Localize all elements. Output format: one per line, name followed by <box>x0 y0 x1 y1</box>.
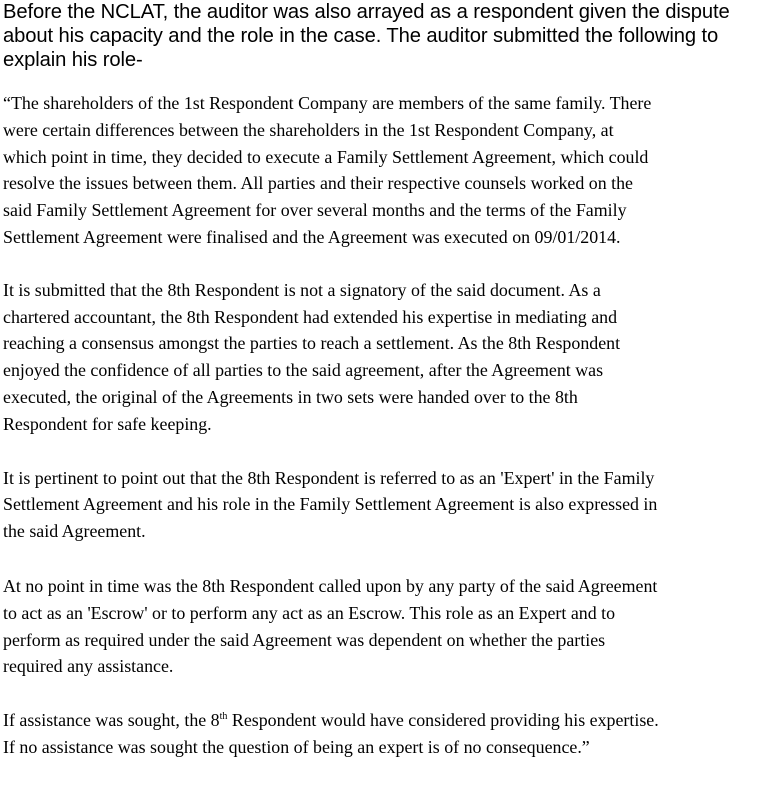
paragraph-line: “The shareholders of the 1st Respondent Company are members of the same family. There <box>3 93 652 113</box>
paragraph-line: It is submitted that the 8th Respondent is not a signatory of the said document. As a <box>3 279 601 300</box>
paragraph-line: perform as required under the said Agreement was dependent on whether the parties <box>3 629 606 650</box>
line-text: If assistance was sought, the 8 <box>3 710 220 731</box>
quote-paragraph-1 <box>3 90 777 251</box>
paragraph-line: enjoyed the confidence of all parties to the said agreement, after the Agreement was <box>3 360 604 381</box>
intro-line: Before the NCLAT, the auditor was also arrayed as a respondent given the dispute <box>3 1 730 23</box>
paragraph-line: which point in time, they decided to execute a Family Settlement Agreement, which could <box>3 146 649 167</box>
paragraph-line: It is pertinent to point out that the 8th Respondent is referred to as an 'Expert' in the Family <box>3 467 655 488</box>
paragraph-line: At no point in time was the 8th Respondent called upon by any party of the said Agreement <box>3 575 658 596</box>
paragraph-line: Settlement Agreement and his role in the Family Settlement Agreement is also expressed in <box>3 494 658 515</box>
ordinal-superscript: th <box>219 711 228 723</box>
paragraph-line: to act as an 'Escrow' or to perform any act as an Escrow. This role as an Expert and to <box>3 602 616 623</box>
paragraph-line: said Family Settlement Agreement for over several months and the terms of the Family <box>3 200 627 221</box>
paragraph-line: executed, the original of the Agreements in two sets were handed over to the 8th <box>3 386 578 407</box>
intro-paragraph <box>3 0 777 72</box>
paragraph-line: required any assistance. <box>3 656 174 677</box>
quote-paragraph-5 <box>3 707 777 761</box>
paragraph-line: If no assistance was sought the question of being an expert is of no consequence.” <box>3 736 590 757</box>
document-page <box>3 0 777 787</box>
paragraph-line: resolve the issues between them. All parties and their respective counsels worked on the <box>3 173 633 194</box>
intro-line: explain his role- <box>3 49 143 71</box>
paragraph-line: reaching a consensus amongst the parties to reach a settlement. As the 8th Respondent <box>3 333 621 354</box>
quote-paragraph-2 <box>3 277 777 438</box>
line-text: Respondent would have considered providing his expertise. <box>227 710 659 731</box>
paragraph-line: were certain differences between the shareholders in the 1st Respondent Company, at <box>3 119 614 140</box>
paragraph-line: chartered accountant, the 8th Respondent had extended his expertise in mediating and <box>3 306 618 327</box>
paragraph-line <box>3 707 777 734</box>
quote-paragraph-3 <box>3 465 777 545</box>
paragraph-line: Settlement Agreement were finalised and the Agreement was executed on 09/01/2014. <box>3 226 621 247</box>
quote-paragraph-4 <box>3 573 777 680</box>
paragraph-line: Respondent for safe keeping. <box>3 413 212 434</box>
paragraph-line: the said Agreement. <box>3 521 146 542</box>
intro-line: about his capacity and the role in the case. The auditor submitted the following to <box>3 25 719 47</box>
